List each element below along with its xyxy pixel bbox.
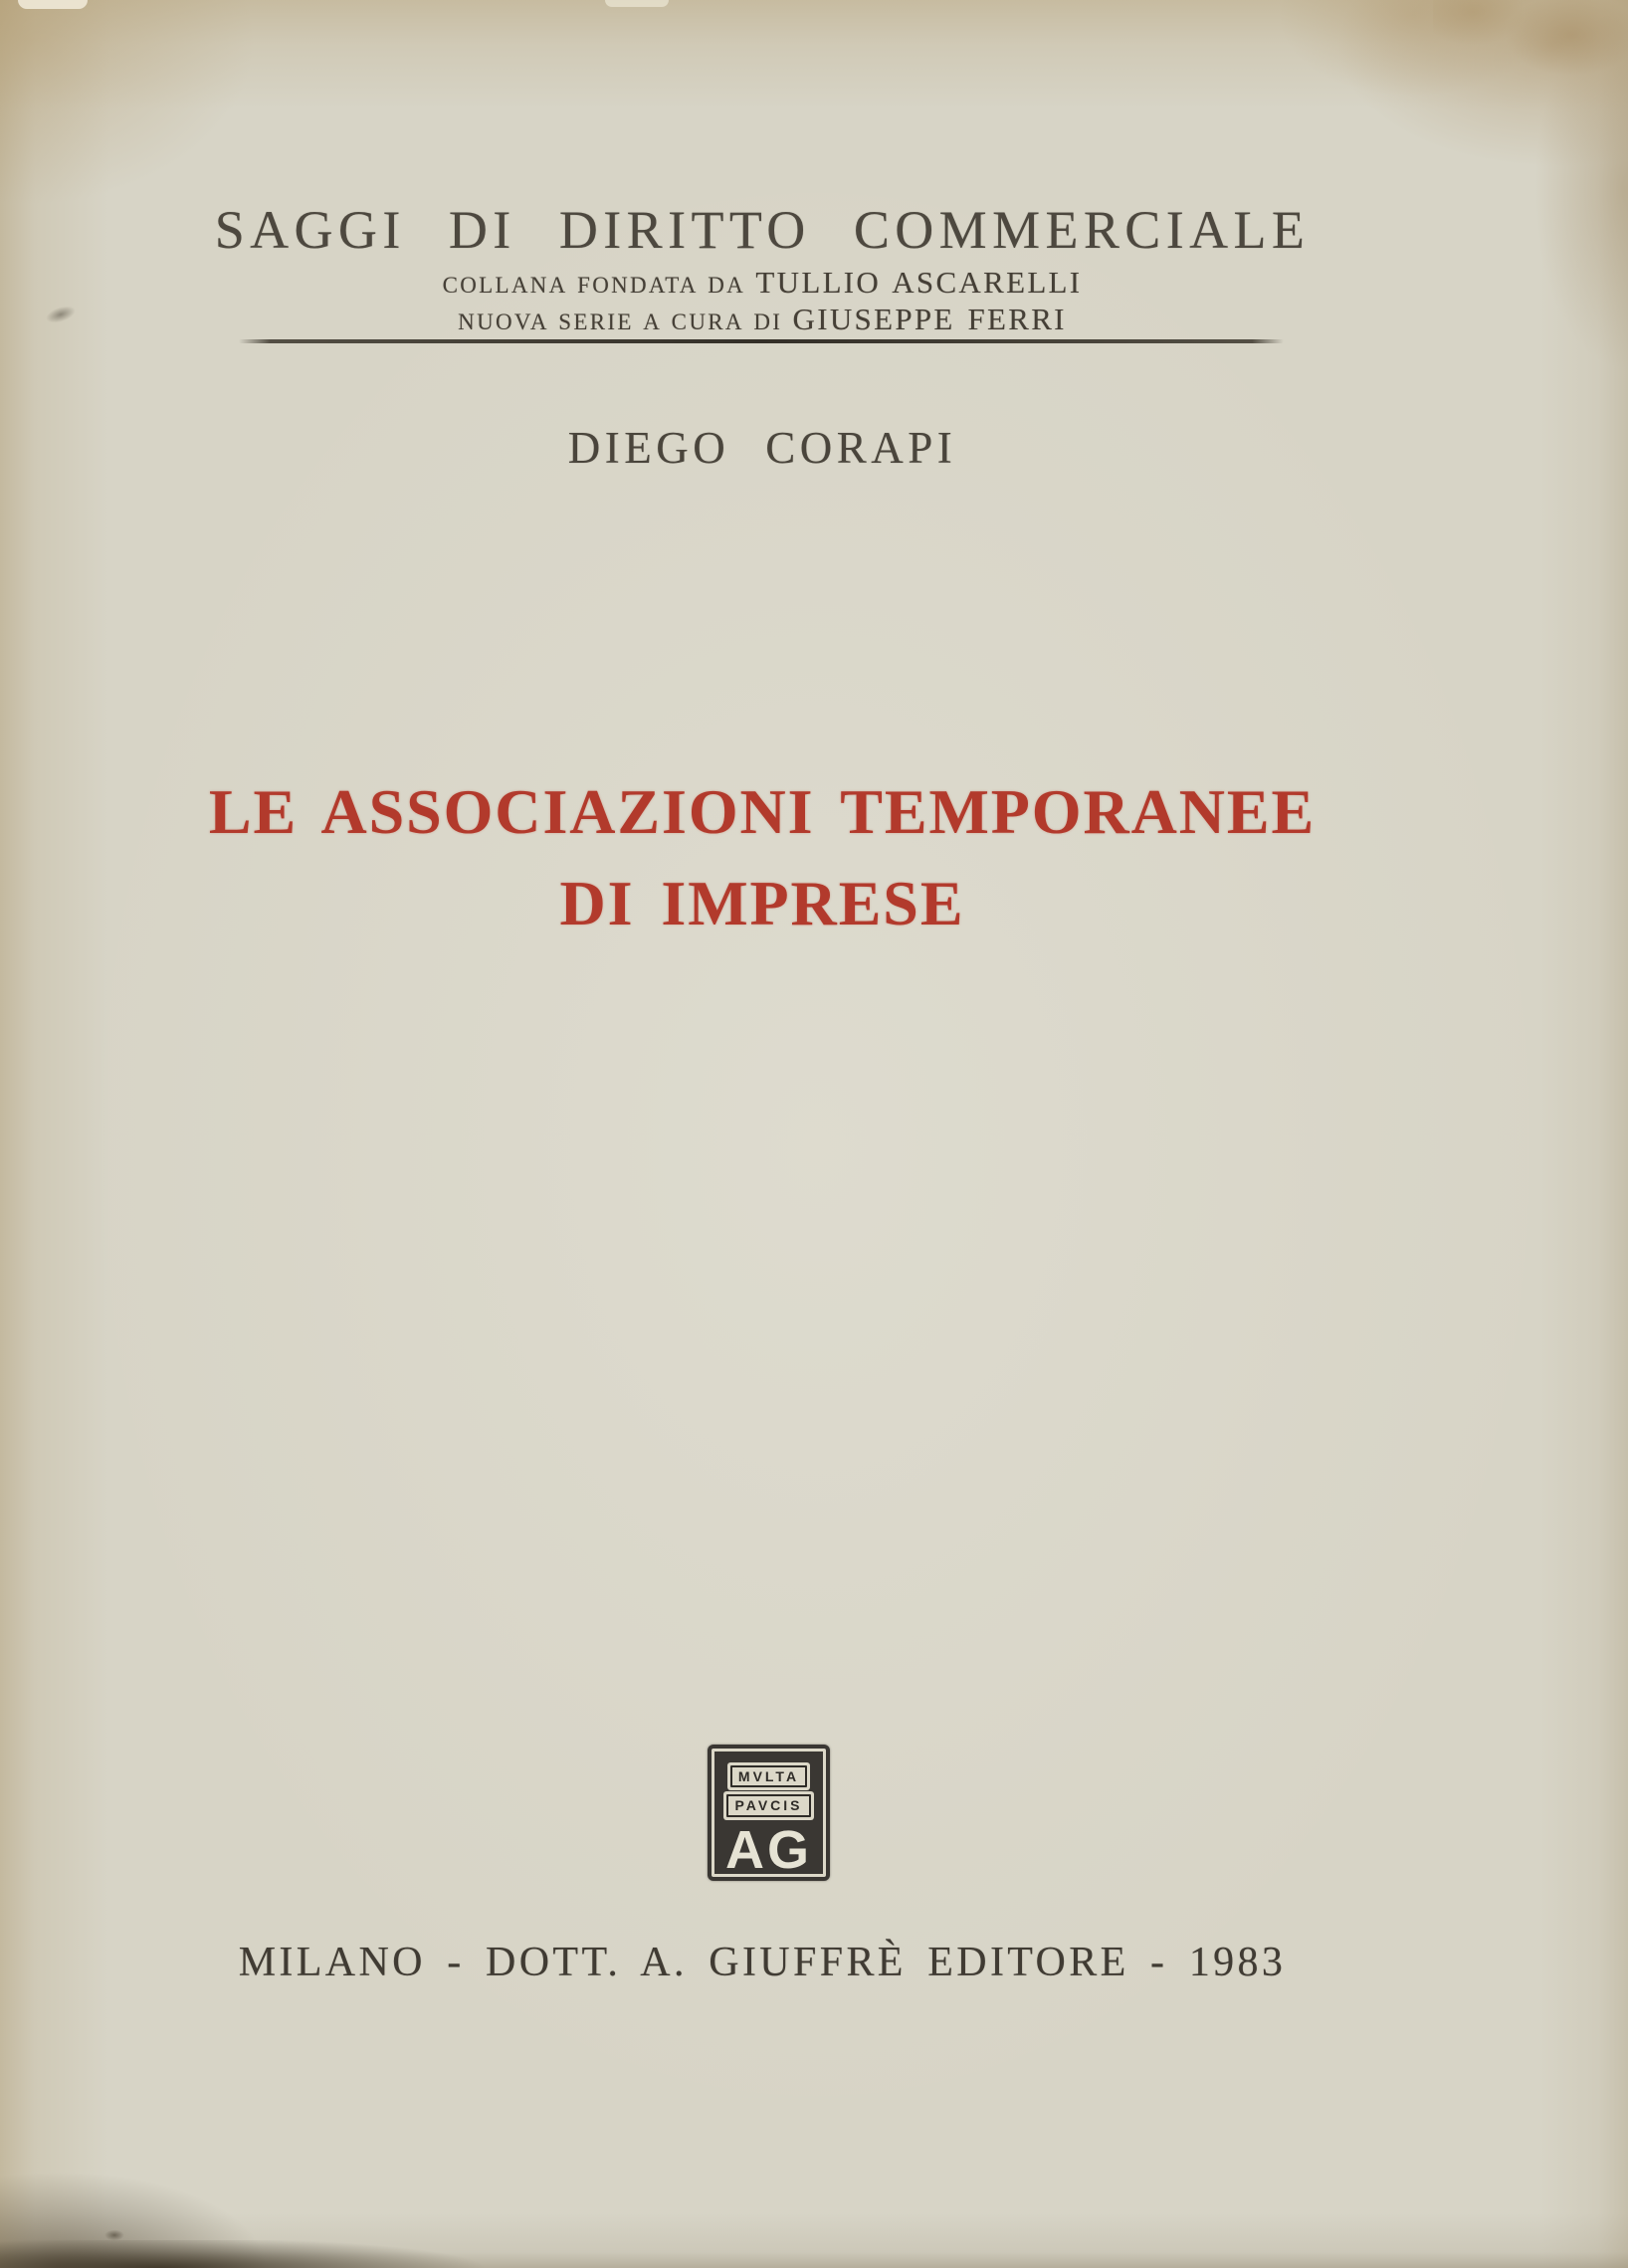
series-editor-line (0, 302, 1525, 337)
paper-notch-top-left (18, 0, 88, 9)
paper-notch-top-center (605, 0, 669, 7)
shadow-bottom-left (0, 2240, 617, 2268)
stain-top-right (1433, 0, 1628, 149)
logo-monogram-ag: AG (725, 1819, 812, 1880)
publisher-logo (708, 1745, 830, 1881)
series-founder-name: TULLIO ASCARELLI (755, 265, 1083, 300)
series-editor-prefix: NUOVA SERIE A CURA DI (458, 309, 783, 334)
series-founder-prefix: COLLANA FONDATA DA (442, 273, 746, 298)
imprint-line: MILANO - DOTT. A. GIUFFRÈ EDITORE - 1983 (238, 1940, 1287, 1985)
divider-rule (239, 339, 1284, 343)
author-name: DIEGO CORAPI (567, 423, 957, 473)
series-editor-name: GIUSEPPE FERRI (792, 302, 1067, 336)
logo-motto-mvlta: MVLTA (730, 1765, 807, 1787)
publisher-logo-frame (712, 1749, 826, 1880)
series-title: SAGGI DI DIRITTO COMMERCIALE (214, 200, 1311, 260)
book-title-line2: DI IMPRESE (559, 868, 965, 938)
logo-motto-pavcis: PAVCIS (726, 1794, 810, 1816)
book-title-line1: LE ASSOCIAZIONI TEMPORANEE (208, 776, 1317, 847)
series-founder-line (0, 265, 1525, 301)
